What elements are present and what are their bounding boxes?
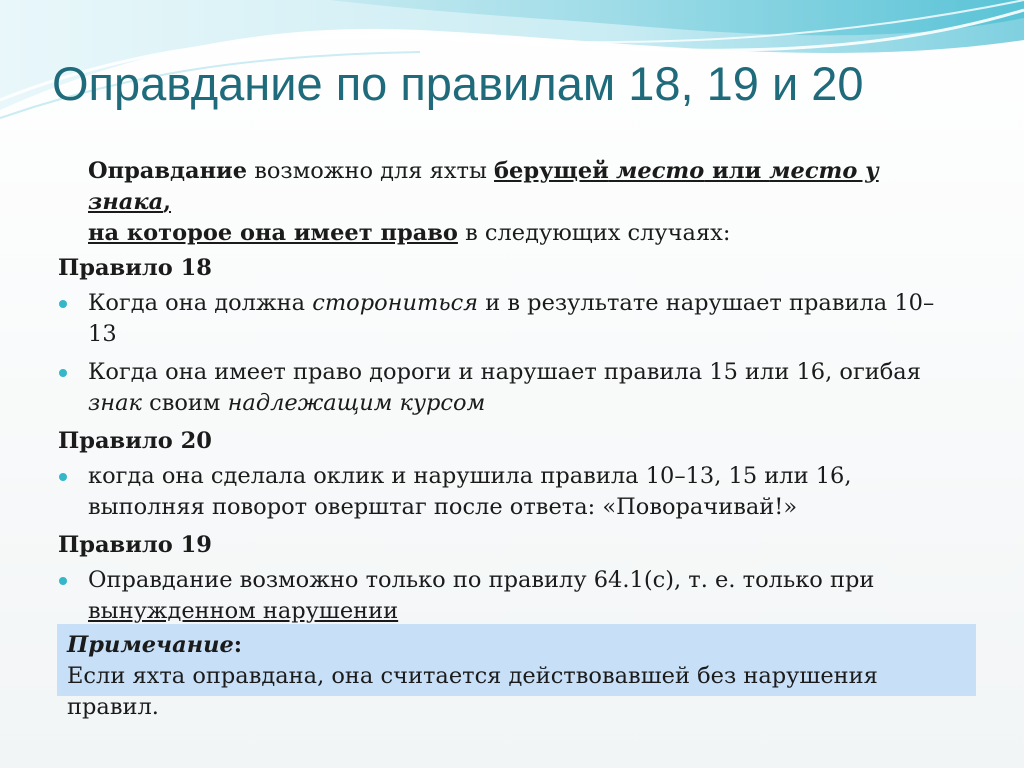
rule18-item-1 (58, 288, 958, 350)
intro-text-1: возможно для яхты (247, 158, 495, 184)
rule18-item1-text-2: и в результате нарушает правила 10–13 (88, 290, 935, 347)
rule20-item-1 (58, 461, 958, 523)
intro-u-italic-1: место (616, 158, 705, 184)
intro-u-bold-2: или (704, 158, 770, 184)
intro-u-bold-4: на которое она имеет право (88, 220, 458, 246)
rule18-item1-text-1: Когда она должна (88, 290, 313, 316)
rule18-item2-text-2: своим (141, 390, 228, 416)
rule19-item1-text: Оправдание возможно только по правилу 64.1(с), т. е. только при (88, 567, 875, 593)
rule19-item1-underlined: вынужденном нарушении (88, 598, 399, 624)
slide-title: Оправдание по правилам 18, 19 и 20 (52, 57, 864, 110)
intro-bold-word: Оправдание (88, 158, 248, 184)
intro-line-1 (88, 156, 958, 218)
rule20-heading: Правило 20 (58, 428, 212, 454)
rule18-item2-italic-1: знак (88, 390, 142, 416)
intro-u-bold-3: , (163, 189, 171, 215)
note-title: Примечание (67, 632, 234, 658)
intro-text-2: в следующих случаях: (457, 220, 731, 246)
rule19-item-1 (58, 565, 958, 627)
intro-u-italic-2: место у знака (88, 158, 879, 215)
slide-content (58, 156, 958, 634)
rule18-item-2 (58, 357, 958, 419)
rule18-item2-text-1: Когда она имеет право дороги и нарушает правила 15 или 16, огибая (88, 359, 921, 385)
bullet-icon (59, 577, 67, 585)
rule19-heading: Правило 19 (58, 532, 212, 558)
intro-u-bold-1: берущей (494, 158, 609, 184)
intro-space-1 (609, 158, 616, 184)
intro-paragraph (58, 156, 958, 249)
rule18-item2-italic-2: надлежащим курсом (227, 390, 486, 416)
rule18-item1-italic: сторониться (312, 290, 479, 316)
note-text: Если яхта оправдана, она считается действовавшей без нарушения правил. (67, 663, 878, 720)
note-box (57, 624, 976, 720)
rule20-item1-text: когда она сделала оклик и нарушила правила 10–13, 15 или 16, выполняя поворот оверштаг после ответа: «Поворачивай!» (88, 463, 852, 520)
bullet-icon (59, 300, 67, 308)
bullet-icon (59, 473, 67, 481)
bullet-icon (59, 369, 67, 377)
note-title-line (67, 630, 964, 661)
rule18-heading: Правило 18 (58, 255, 212, 281)
note-colon: : (233, 632, 243, 658)
intro-line-2 (88, 218, 958, 249)
